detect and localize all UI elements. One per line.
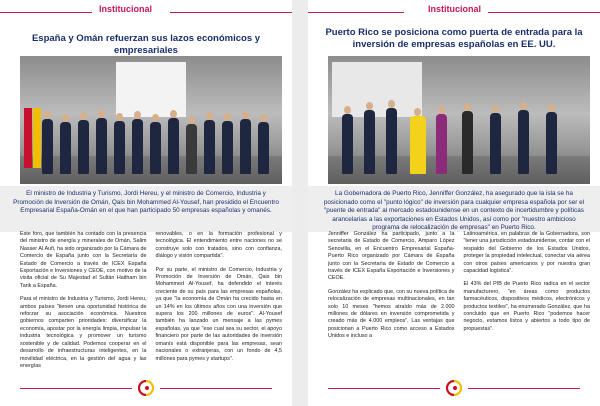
photo-person	[342, 114, 353, 174]
photo-person	[42, 119, 53, 174]
photo-person	[490, 113, 501, 174]
page-footer	[308, 380, 600, 396]
flag	[33, 108, 41, 168]
photo-person	[518, 110, 529, 174]
photo-caption: La Gobernadora de Puerto Rico, Jenniffer González, ha asegurado que la isla se ha posicionado como el "punto lógico" de inversión para cualquier empresa española por ser el "puente de entrada" al mercado estadounidense en un contexto de incertidumbre y políticas arancelarias a las exportaciones en Estados Unidos, así como por "nuestro ambicioso programa de relocalización de empresas" en Puerto Rico.	[308, 186, 600, 232]
paragraph: Este foro, que también ha contado con la presencia del ministro de energía y minerales de Omán, Salim Nasser Al Aufi, ha sido organizado por la Cámara de Comercio de España junto con la Secretaría de Estado de Comercio a través de ICEX España Exportación e Inversiones y CEOE, con motivo de la visita oficial de Su Majestad el Sultán Haitham bin Tarik a España.	[20, 231, 147, 289]
flag	[24, 108, 32, 168]
photo-person	[186, 124, 197, 174]
header-rule-left	[0, 12, 92, 13]
text-column	[328, 231, 455, 347]
photo-person	[546, 112, 557, 174]
page-footer	[0, 380, 292, 396]
camara-espana-logo-icon	[138, 380, 154, 396]
article-title: Puerto Rico se posiciona como puerta de entrada para la inversión de empresas españolas en EE. UU.	[325, 27, 583, 50]
forum-backdrop	[116, 62, 186, 117]
article-photo	[20, 56, 282, 184]
text-column	[20, 231, 147, 376]
right-page	[308, 0, 600, 406]
paragraph: Jenniffer González ha participado, junto a la secretaria de Estado de Comercio, Amparo López Senovilla, en el Encuentro Empresarial España-Puerto Rico organizado por Cámara de España junto con la Secretaría de Estado de Comercio a través de ICEX España Exportación e Inversiones y CEOE.	[328, 231, 455, 282]
article-body	[328, 231, 590, 347]
footer-rule-right	[160, 388, 272, 389]
header-rule-right	[488, 12, 600, 13]
photo-person	[60, 122, 71, 174]
photo-person	[386, 108, 397, 174]
photo-person	[78, 120, 89, 174]
photo-person	[222, 121, 233, 174]
footer-rule-right	[468, 388, 580, 389]
article-title: España y Omán refuerzan sus lazos económicos y empresariales	[31, 33, 261, 56]
paragraph: Latinoamérica, en palabras de la Gobernadora, son "tener una jurisdicción estadounidense, contar con el respaldo del Gobierno de los Estados Unidos, proteger la propiedad intelectual, conectar vía aérea con otros países americanos y por nuestra gran capacidad logística".	[463, 231, 590, 275]
text-column	[464, 231, 591, 347]
photo-person	[150, 122, 161, 174]
paragraph: renovables, o en la formación profesional y tecnológica. El entendimiento entre naciones no se construye solo con tratados, sino con confianza, diálogo y visión compartida".	[155, 231, 282, 260]
photo-person	[204, 120, 215, 174]
photo-person	[258, 122, 269, 174]
section-label: Institucional	[99, 4, 153, 14]
left-page	[0, 0, 292, 406]
paragraph: González ha explicado que, con su nueva política de relocalización de empresas multinacionales, en tan solo 10 meses "hemos atraído más de 2.000 millones de dólares en inversión comprometida y creado más de 4.000 empleos". Las ventajas que posicionan a Puerto Rico como acceso a Estados Unidos e incluso a	[328, 288, 455, 340]
photo-person	[462, 111, 473, 174]
footer-rule-left	[20, 388, 132, 389]
article-photo	[328, 56, 590, 184]
photo-person	[96, 118, 107, 174]
footer-rule-left	[328, 388, 440, 389]
header-rule-right	[170, 12, 292, 13]
section-label: Institucional	[428, 4, 482, 14]
paragraph: Por su parte, el ministro de Comercio, Industria y Promoción de Inversión de Omán, Qais bin Mohammed Al-Yousef, ha defendido el interés creciente de su país para las empresas españolas, ya que "la economía de Omán ha crecido hasta en un 14% en los últimos años con una inversión que supera los 200 millones de euros". Al-Yousef también ha lanzado un mensaje a las pymes españolas, ya que "ese cual sea su sector, el apoyo financiero por parte de las autoridades de inversión omanís está disponible para las empresas, sean nacionales o extranjeras, con un fondo de 4,5 millones para pymes y startups".	[155, 266, 282, 362]
photo-person	[436, 114, 447, 174]
header-rule-left	[308, 12, 404, 13]
section-header	[0, 0, 292, 20]
photo-caption: El ministro de Industria y Turismo, Jordi Hereu, y el ministro de Comercio, Industria y Promoción de Inversión de Omán, Qais bin Mohammed Al-Yousef, han presidido el Encuentro Empresarial España-Omán en el que han participado 50 empresas españolas y omanés.	[0, 186, 292, 232]
photo-person	[168, 118, 179, 174]
photo-person	[410, 116, 426, 174]
photo-person	[132, 119, 143, 174]
photo-person	[240, 119, 251, 174]
article-body	[20, 231, 282, 376]
camara-espana-logo-icon	[446, 380, 462, 396]
section-header	[308, 0, 600, 20]
text-column	[156, 231, 283, 376]
photo-person	[114, 121, 125, 174]
photo-person	[364, 110, 375, 174]
paragraph: El 43% del PIB de Puerto Rico radica en el sector manufacturero, "en áreas como productos farmacéuticos, dispositivos médicos, electrónicos y productos textiles", ha enumerado González, que ha concluido que en Puerto Rico "podemos hacer negocio, estamos listos y abiertos a todo tipo de propuestas".	[463, 281, 590, 332]
paragraph: Para el ministro de Industria y Turismo, Jordi Hereu, ambos países "tienen una oportunidad histórica de reforzar su asociación económica. Nuestros gobiernos comparten prioridades: diversificar la economía, apostar por la energía limpia, impulsar la industria tecnológica y promover un turismo sostenible y de calidad. Podemos cooperar en el desarrollo de infraestructuras inteligentes, en la movilidad eléctrica, en la gestión del agua y las energías	[20, 296, 147, 369]
